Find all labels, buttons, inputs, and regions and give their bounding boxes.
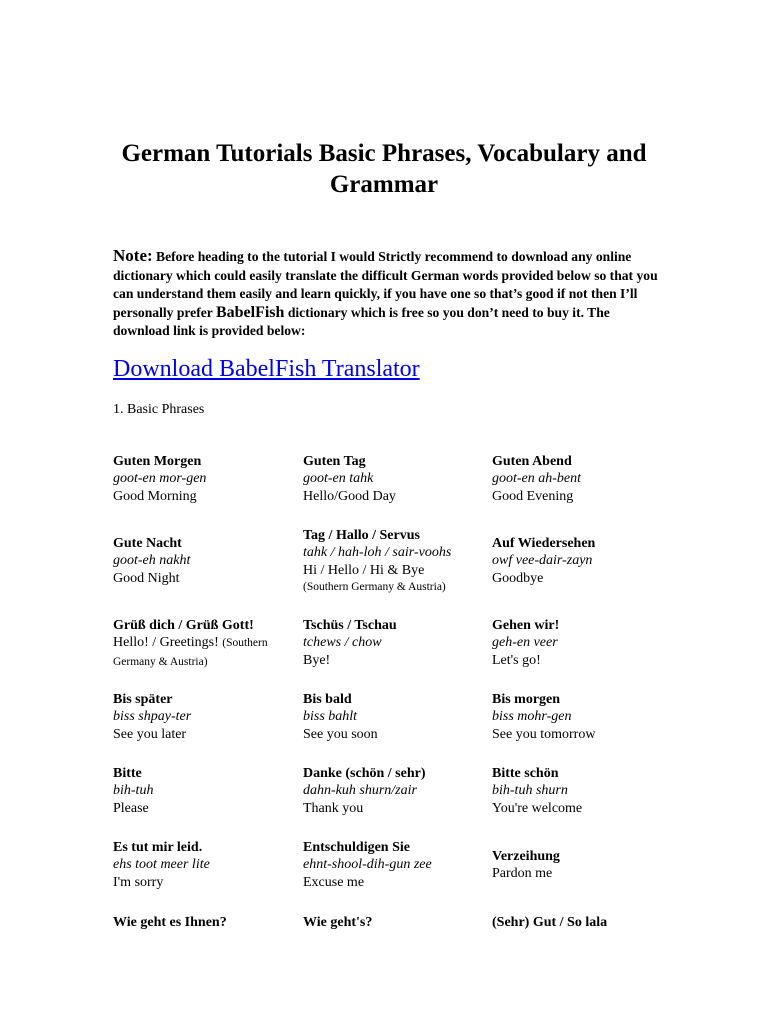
phrase-cell xyxy=(113,535,295,587)
phrase-german: Auf Wiedersehen xyxy=(492,536,596,551)
phrase-german: Es tut mir leid. xyxy=(113,840,203,855)
phrase-pronunciation: tahk / hah-loh / sair-voohs xyxy=(303,545,452,561)
phrase-english: Good Evening xyxy=(492,488,574,504)
phrase-english: Good Morning xyxy=(113,488,197,504)
phrase-cell xyxy=(113,617,295,671)
phrase-german: (Sehr) Gut / So lala xyxy=(492,915,608,930)
phrase-cell xyxy=(303,617,485,669)
phrase-german: Entschuldigen Sie xyxy=(303,840,410,855)
phrase-pronunciation: owf vee-dair-zayn xyxy=(492,553,593,569)
phrase-pronunciation: goot-eh nakht xyxy=(113,553,191,569)
phrase-german: Bitte xyxy=(113,766,142,781)
phrase-english: Hi / Hello / Hi & Bye xyxy=(303,562,425,578)
phrase-pronunciation: goot-en ah-bent xyxy=(492,471,582,487)
phrase-english: Bye! xyxy=(303,652,331,668)
phrase-pronunciation: geh-en veer xyxy=(492,635,558,651)
phrase-german: Danke (schön / sehr) xyxy=(303,766,426,781)
phrase-pronunciation: ehnt-shool-dih-gun zee xyxy=(303,857,432,873)
phrase-pronunciation: bih-tuh xyxy=(113,783,154,799)
phrase-cell xyxy=(492,914,674,931)
phrase-german: Wie geht es Ihnen? xyxy=(113,915,227,930)
phrase-cell xyxy=(492,617,674,669)
document-title: German Tutorials Basic Phrases, Vocabulary and Grammar xyxy=(121,140,647,198)
phrase-german: Guten Tag xyxy=(303,454,366,469)
phrase-region-note: (Southern Germany & Austria) xyxy=(303,580,446,593)
phrase-cell xyxy=(492,535,674,587)
phrase-pronunciation: goot-en tahk xyxy=(303,471,374,487)
phrase-cell xyxy=(113,691,295,743)
phrase-english: You're welcome xyxy=(492,800,583,816)
phrase-cell xyxy=(113,914,295,931)
phrase-english: Good Night xyxy=(113,570,180,586)
phrase-pronunciation: bih-tuh shurn xyxy=(492,783,568,799)
phrase-cell xyxy=(303,453,485,505)
phrase-english: Let's go! xyxy=(492,652,541,668)
phrase-english xyxy=(113,634,295,671)
section-heading: 1. Basic Phrases xyxy=(113,402,205,417)
phrase-cell xyxy=(303,914,485,931)
phrase-pronunciation: tchews / chow xyxy=(303,635,382,651)
note-paragraph xyxy=(113,247,658,341)
phrase-german: Bis später xyxy=(113,692,173,707)
phrase-german: Bis morgen xyxy=(492,692,561,707)
phrase-cell xyxy=(113,765,295,817)
phrase-pronunciation: goot-en mor-gen xyxy=(113,471,207,487)
phrase-english: Thank you xyxy=(303,800,364,816)
note-brand: BabelFish xyxy=(215,303,285,321)
phrase-english: Pardon me xyxy=(492,866,553,882)
phrase-cell xyxy=(492,848,674,883)
phrase-cell xyxy=(113,453,295,505)
phrase-german: Gute Nacht xyxy=(113,536,182,551)
phrase-cell xyxy=(303,839,485,891)
phrase-cell xyxy=(492,453,674,505)
note-label: Note: xyxy=(113,246,153,265)
phrase-cell xyxy=(492,691,674,743)
download-babelfish-link[interactable]: Download BabelFish Translator xyxy=(113,356,420,382)
phrase-german: Tag / Hallo / Servus xyxy=(303,528,420,543)
phrase-german: Verzeihung xyxy=(492,849,560,864)
phrase-german: Gehen wir! xyxy=(492,618,560,633)
phrase-english: Hello/Good Day xyxy=(303,488,396,504)
phrase-german: Tschüs / Tschau xyxy=(303,618,397,633)
phrase-english: See you later xyxy=(113,726,187,742)
phrase-pronunciation: biss mohr-gen xyxy=(492,709,572,725)
phrase-region-note: (Southern Germany & Austria) xyxy=(113,637,268,668)
phrase-pronunciation: biss shpay-ter xyxy=(113,709,192,725)
phrase-german: Bitte schön xyxy=(492,766,559,781)
phrase-german: Guten Morgen xyxy=(113,454,202,469)
phrase-german: Wie geht's? xyxy=(303,915,373,930)
phrase-english: See you soon xyxy=(303,726,378,742)
phrase-pronunciation: ehs toot meer lite xyxy=(113,857,210,873)
phrase-english: See you tomorrow xyxy=(492,726,596,742)
phrase-cell xyxy=(303,691,485,743)
phrase-english: Excuse me xyxy=(303,874,365,890)
phrase-pronunciation: dahn-kuh shurn/zair xyxy=(303,783,417,799)
phrase-english: I'm sorry xyxy=(113,874,164,890)
phrase-english-text: Hello! / Greetings! xyxy=(113,635,219,651)
phrase-pronunciation: biss bahlt xyxy=(303,709,358,725)
phrase-german: Bis bald xyxy=(303,692,352,707)
phrase-english: Goodbye xyxy=(492,570,544,586)
note-text-after: dictionary which is free so you don’t need to buy it. The download link is provided below: xyxy=(113,304,610,339)
phrase-english: Please xyxy=(113,800,149,816)
phrase-cell xyxy=(492,765,674,817)
phrase-german: Guten Abend xyxy=(492,454,572,469)
phrase-cell xyxy=(303,527,485,596)
phrase-cell xyxy=(303,765,485,817)
phrase-cell xyxy=(113,839,295,891)
phrase-german: Grüß dich / Grüß Gott! xyxy=(113,618,254,633)
note-text-before: Before heading to the tutorial I would Strictly recommend to download any online dictionary which could easily translate the difficult German words provided below so that you can understand them easily and learn quickly, if you have one so that’s good if not then I’ll personally prefer xyxy=(113,249,658,320)
